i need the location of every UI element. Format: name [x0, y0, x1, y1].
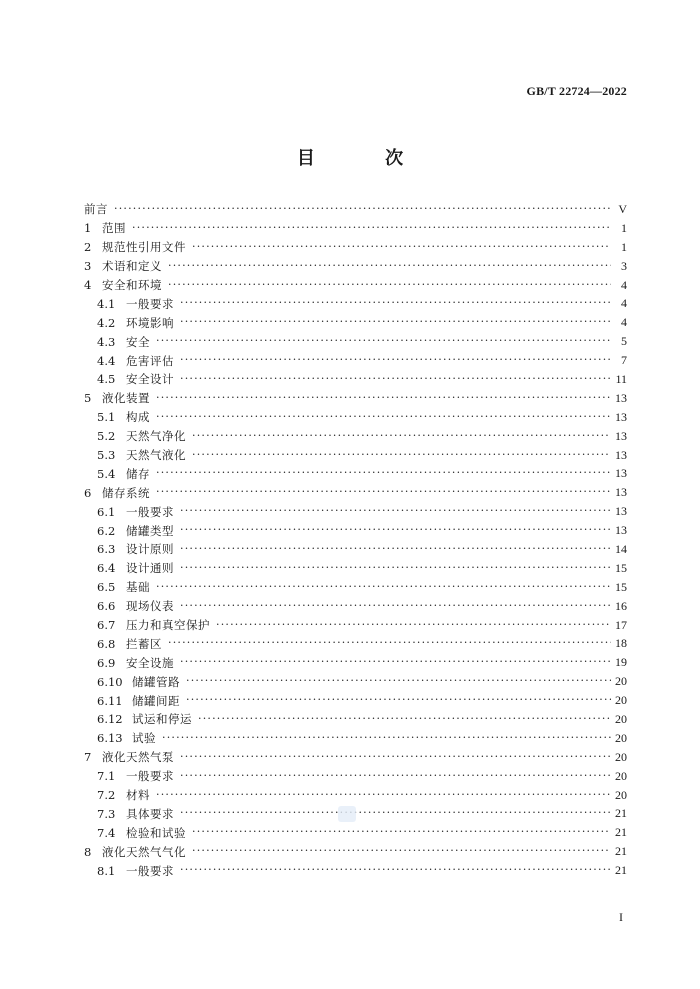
toc-entry[interactable] [84, 634, 627, 653]
toc-leader-dots [192, 845, 611, 858]
toc-entry-label: 试验 [132, 731, 156, 746]
toc-leader-dots [156, 581, 611, 594]
toc-entry[interactable] [84, 786, 627, 805]
toc-entry-page: 4 [621, 315, 627, 330]
toc-entry[interactable] [84, 748, 627, 767]
toc-leader-dots [192, 430, 611, 443]
toc-entry-page: 3 [621, 258, 627, 273]
toc-entry-label: 具体要求 [126, 806, 174, 821]
toc-leader-dots [180, 354, 611, 367]
toc-entry-page: 17 [615, 617, 627, 632]
toc-entry-number: 6.10 [97, 674, 123, 689]
toc-entry-label: 天然气液化 [126, 448, 186, 463]
toc-entry-label: 天然气净化 [126, 429, 186, 444]
toc-leader-dots [180, 864, 611, 877]
toc-entry-number: 4.4 [97, 353, 116, 368]
toc-entry[interactable] [84, 597, 627, 616]
toc-entry-number: 6.6 [97, 599, 116, 614]
toc-entry[interactable] [84, 370, 627, 389]
toc-entry-number: 6.3 [97, 542, 116, 557]
toc-entry-label: 液化装置 [102, 391, 150, 406]
toc-entry-page: 20 [615, 787, 627, 802]
toc-entry[interactable] [84, 257, 627, 276]
toc-leader-dots [132, 222, 611, 235]
toc-leader-dots [192, 449, 611, 462]
toc-entry-page: 18 [615, 636, 627, 651]
toc-entry[interactable] [84, 464, 627, 483]
toc-entry-label: 一般要求 [126, 863, 174, 878]
toc-entry-number: 4.1 [97, 296, 116, 311]
toc-entry-label: 储罐类型 [126, 523, 174, 538]
toc-leader-dots [156, 392, 611, 405]
toc-leader-dots [192, 826, 611, 839]
page-number: I [619, 910, 623, 924]
toc-entry[interactable] [84, 313, 627, 332]
toc-leader-dots [168, 279, 611, 292]
toc-entry-label: 危害评估 [126, 353, 174, 368]
toc-entry[interactable] [84, 823, 627, 842]
toc-entry-number: 6.1 [97, 504, 116, 519]
toc-entry-page: 20 [615, 768, 627, 783]
toc-entry[interactable] [84, 691, 627, 710]
toc-entry-label: 术语和定义 [102, 259, 162, 274]
toc-entry-page: 20 [615, 693, 627, 708]
toc-entry[interactable] [84, 294, 627, 313]
toc-entry[interactable] [84, 408, 627, 427]
toc-entry-page: 16 [615, 598, 627, 613]
toc-entry[interactable] [84, 238, 627, 257]
toc-entry-page: 13 [615, 428, 627, 443]
toc-entry-page: 13 [615, 504, 627, 519]
toc-entry-page: 13 [615, 409, 627, 424]
toc-entry-number: 1 [84, 221, 92, 236]
toc-entry-label: 安全设施 [126, 655, 174, 670]
toc-entry-number: 4.5 [97, 372, 116, 387]
toc-entry-label: 前言 [84, 202, 108, 217]
toc-entry[interactable] [84, 446, 627, 465]
toc-leader-dots [180, 373, 611, 386]
toc-entry-number: 2 [84, 240, 92, 255]
toc-entry-page: 20 [615, 674, 627, 689]
toc-entry[interactable] [84, 710, 627, 729]
toc-entry-page: 20 [615, 749, 627, 764]
toc-entry-number: 6.9 [97, 655, 116, 670]
toc-entry[interactable] [84, 351, 627, 370]
toc-leader-dots [186, 675, 611, 688]
toc-entry-page: 13 [615, 447, 627, 462]
toc-entry-page: 13 [615, 466, 627, 481]
toc-entry-label: 液化天然气泵 [102, 750, 174, 765]
toc-entry-number: 6.11 [97, 693, 123, 708]
toc-entry-number: 6.12 [97, 712, 123, 727]
toc-entry-label: 环境影响 [126, 315, 174, 330]
toc-entry-page: V [618, 201, 627, 216]
toc-entry-page: 4 [621, 277, 627, 292]
toc-entry-number: 7.3 [97, 806, 116, 821]
toc-entry-label: 设计通则 [126, 561, 174, 576]
table-of-contents [84, 200, 627, 880]
toc-entry-label: 储罐管路 [132, 674, 180, 689]
toc-entry-number: 7.4 [97, 825, 116, 840]
toc-entry-label: 范围 [102, 221, 126, 236]
toc-entry-number: 8.1 [97, 863, 116, 878]
toc-entry-number: 5.2 [97, 429, 116, 444]
watermark-stamp-icon [338, 806, 356, 822]
toc-entry-number: 8 [84, 844, 92, 859]
toc-entry-label: 储存 [126, 466, 150, 481]
toc-entry[interactable] [84, 729, 627, 748]
toc-leader-dots [180, 751, 611, 764]
toc-entry-page: 20 [615, 730, 627, 745]
toc-entry-page: 14 [615, 541, 627, 556]
toc-entry-page: 21 [615, 844, 627, 859]
toc-entry[interactable] [84, 767, 627, 786]
toc-entry-number: 5.1 [97, 410, 116, 425]
toc-entry[interactable] [84, 521, 627, 540]
toc-leader-dots [186, 694, 611, 707]
toc-entry-number: 6.4 [97, 561, 116, 576]
toc-entry[interactable] [84, 559, 627, 578]
toc-entry-label: 一般要求 [126, 504, 174, 519]
toc-entry-page: 21 [615, 825, 627, 840]
toc-entry-page: 21 [615, 806, 627, 821]
toc-entry-number: 7.1 [97, 769, 116, 784]
toc-entry-number: 3 [84, 259, 92, 274]
toc-entry[interactable] [84, 332, 627, 351]
toc-entry[interactable] [84, 483, 627, 502]
toc-entry[interactable] [84, 672, 627, 691]
toc-entry-number: 6.2 [97, 523, 116, 538]
toc-leader-dots [180, 524, 611, 537]
toc-entry-page: 1 [621, 220, 627, 235]
toc-entry-label: 基础 [126, 580, 150, 595]
toc-entry[interactable] [84, 842, 627, 861]
toc-entry-page: 19 [615, 655, 627, 670]
toc-entry-label: 构成 [126, 410, 150, 425]
toc-leader-dots [180, 770, 611, 783]
toc-entry-label: 设计原则 [126, 542, 174, 557]
toc-entry-number: 6.5 [97, 580, 116, 595]
toc-entry-label: 试运和停运 [132, 712, 192, 727]
toc-entry-page: 13 [615, 523, 627, 538]
toc-entry[interactable] [84, 389, 627, 408]
toc-entry-label: 一般要求 [126, 769, 174, 784]
toc-leader-dots [156, 411, 611, 424]
toc-entry-number: 4 [84, 278, 92, 292]
toc-entry-number: 6 [84, 485, 92, 500]
toc-leader-dots [168, 260, 611, 273]
toc-entry-label: 规范性引用文件 [102, 240, 186, 255]
toc-entry-number: 5 [84, 391, 92, 406]
toc-leader-dots [162, 732, 611, 745]
toc-entry-label: 一般要求 [126, 296, 174, 311]
toc-entry[interactable] [84, 578, 627, 597]
toc-entry-page: 1 [621, 239, 627, 254]
toc-entry[interactable] [84, 427, 627, 446]
toc-leader-dots [168, 637, 611, 650]
toc-entry-label: 现场仪表 [126, 599, 174, 614]
toc-entry[interactable] [84, 540, 627, 559]
toc-entry-label: 安全 [126, 334, 150, 349]
toc-entry-label: 安全和环境 [102, 278, 162, 292]
toc-leader-dots [180, 562, 611, 575]
toc-leader-dots [216, 619, 611, 632]
toc-entry-page: 7 [621, 353, 627, 368]
toc-entry[interactable] [84, 200, 627, 219]
toc-leader-dots [180, 505, 611, 518]
toc-entry-label: 储存系统 [102, 485, 150, 500]
toc-leader-dots [156, 467, 611, 480]
toc-leader-dots [114, 203, 611, 216]
toc-entry-number: 5.3 [97, 448, 116, 463]
toc-entry-label: 储罐间距 [132, 693, 180, 708]
toc-entry[interactable] [84, 861, 627, 880]
toc-entry-page: 11 [615, 371, 627, 386]
toc-entry-label: 检验和试验 [126, 825, 186, 840]
toc-entry-page: 5 [621, 334, 627, 349]
toc-entry-number: 4.3 [97, 334, 116, 349]
toc-entry-number: 7 [84, 750, 92, 765]
toc-entry-page: 21 [615, 863, 627, 878]
toc-entry-number: 5.4 [97, 466, 116, 481]
toc-entry[interactable] [84, 616, 627, 635]
toc-leader-dots [192, 241, 611, 254]
toc-entry[interactable] [84, 219, 627, 238]
toc-leader-dots [198, 713, 611, 726]
toc-entry-number: 7.2 [97, 788, 116, 803]
toc-leader-dots [180, 807, 611, 820]
toc-leader-dots [156, 789, 611, 802]
toc-leader-dots [180, 543, 611, 556]
toc-leader-dots [156, 335, 611, 348]
toc-entry[interactable] [84, 653, 627, 672]
toc-leader-dots [156, 486, 611, 499]
toc-entry-number: 6.13 [97, 731, 123, 746]
toc-entry-page: 4 [621, 296, 627, 311]
toc-entry-page: 15 [615, 560, 627, 575]
toc-entry-label: 拦蓄区 [126, 636, 162, 651]
standard-code: GB/T 22724—2022 [526, 84, 627, 98]
toc-entry-label: 安全设计 [126, 372, 174, 387]
toc-entry-label: 液化天然气气化 [102, 844, 186, 859]
toc-leader-dots [180, 297, 611, 310]
toc-entry-label: 材料 [126, 788, 150, 803]
toc-entry-number: 4.2 [97, 315, 116, 330]
toc-leader-dots [180, 316, 611, 329]
toc-entry-page: 13 [615, 390, 627, 405]
toc-entry-page: 13 [615, 485, 627, 500]
toc-entry[interactable] [84, 502, 627, 521]
toc-leader-dots [180, 600, 611, 613]
toc-entry-number: 6.7 [97, 618, 116, 633]
toc-entry-page: 20 [615, 711, 627, 726]
toc-entry-page: 15 [615, 579, 627, 594]
page-title: 目 次 [296, 148, 436, 169]
toc-entry[interactable] [84, 276, 627, 295]
toc-entry-number: 6.8 [97, 636, 116, 651]
toc-entry-label: 压力和真空保护 [126, 618, 210, 633]
toc-leader-dots [180, 656, 611, 669]
